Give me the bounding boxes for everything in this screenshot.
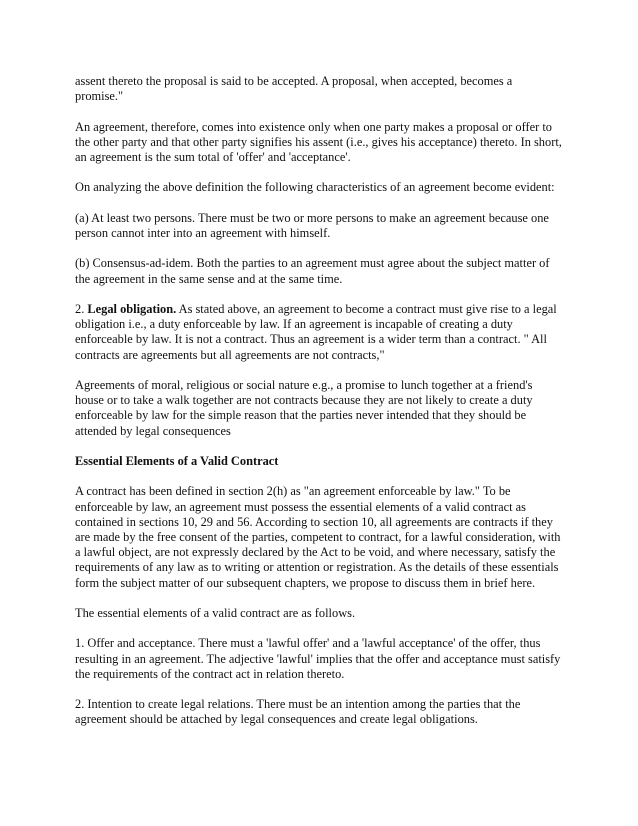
document-page [75,74,563,743]
paragraph-legal-obligation [75,302,563,363]
legal-obligation-term: Legal obligation. [87,301,177,316]
paragraph-characteristics-intro: On analyzing the above definition the following characteristics of an agreement become evident: [75,180,555,195]
paragraph-consensus-ad-idem: (b) Consensus-ad-idem. Both the parties to an agreement must agree about the subject matter of the agreement in the same sense and at the same time. [75,256,550,286]
section-heading: Essential Elements of a Valid Contract [75,453,279,468]
paragraph-offer-acceptance: 1. Offer and acceptance. There must a 'lawful offer' and a 'lawful acceptance' of the offer, thus resulting in an agreement. The adjective 'lawful' implies that the offer and acceptance must satisfy the requirements of the contract act in relation thereto. [75,636,561,681]
paragraph-contract-definition: A contract has been defined in section 2(h) as "an agreement enforceable by law." To be enforceable by law, an agreement must possess the essential elements of a valid contract as contained in sections 10, 29 and 56. According to section 10, all agreements are contracts if they are made by the free consent of the parties, competent to contract, for a lawful consideration, with a lawful object, are not expressly declared by the Act to be void, and where necessary, satisfy the requirements of any law as to writing or attention or registration. As the details of these essentials form the subject matter of our subsequent chapters, we propose to discuss them in brief here. [75,484,561,590]
paragraph-essential-elements-intro: The essential elements of a valid contract are as follows. [75,605,356,620]
paragraph-proposal-accepted: assent thereto the proposal is said to be accepted. A proposal, when accepted, becomes a promise." [75,74,513,104]
paragraph-two-persons: (a) At least two persons. There must be two or more persons to make an agreement because one person cannot inter into an agreement with himself. [75,210,549,240]
paragraph-social-agreements: Agreements of moral, religious or social nature e.g., a promise to lunch together at a friend's house or to take a walk together are not contracts because they are not likely to create a duty enforceable by law for the simple reason that the parties never intended that they should be attended by legal consequences [75,377,533,438]
legal-obligation-number: 2. [75,301,88,316]
paragraph-intention-legal-relations: 2. Intention to create legal relations. There must be an intention among the parties that the agreement should be attached by legal consequences and create legal obligations. [75,697,521,727]
legal-obligation-text: As stated above, an agreement to become a contract must give rise to a legal obligation i.e., a duty enforceable by law. If an agreement is incapable of creating a duty enforceable by law. It is not a contract. Thus an agreement is a wider term than a contract. " All contracts are agreements but all agreements are not contracts," [75,301,557,362]
paragraph-agreement-definition: An agreement, therefore, comes into existence only when one party makes a proposal or offer to the other party and that other party signifies his assent (i.e., gives his acceptance) thereto. In short, an agreement is the sum total of 'offer' and 'acceptance'. [75,119,562,164]
